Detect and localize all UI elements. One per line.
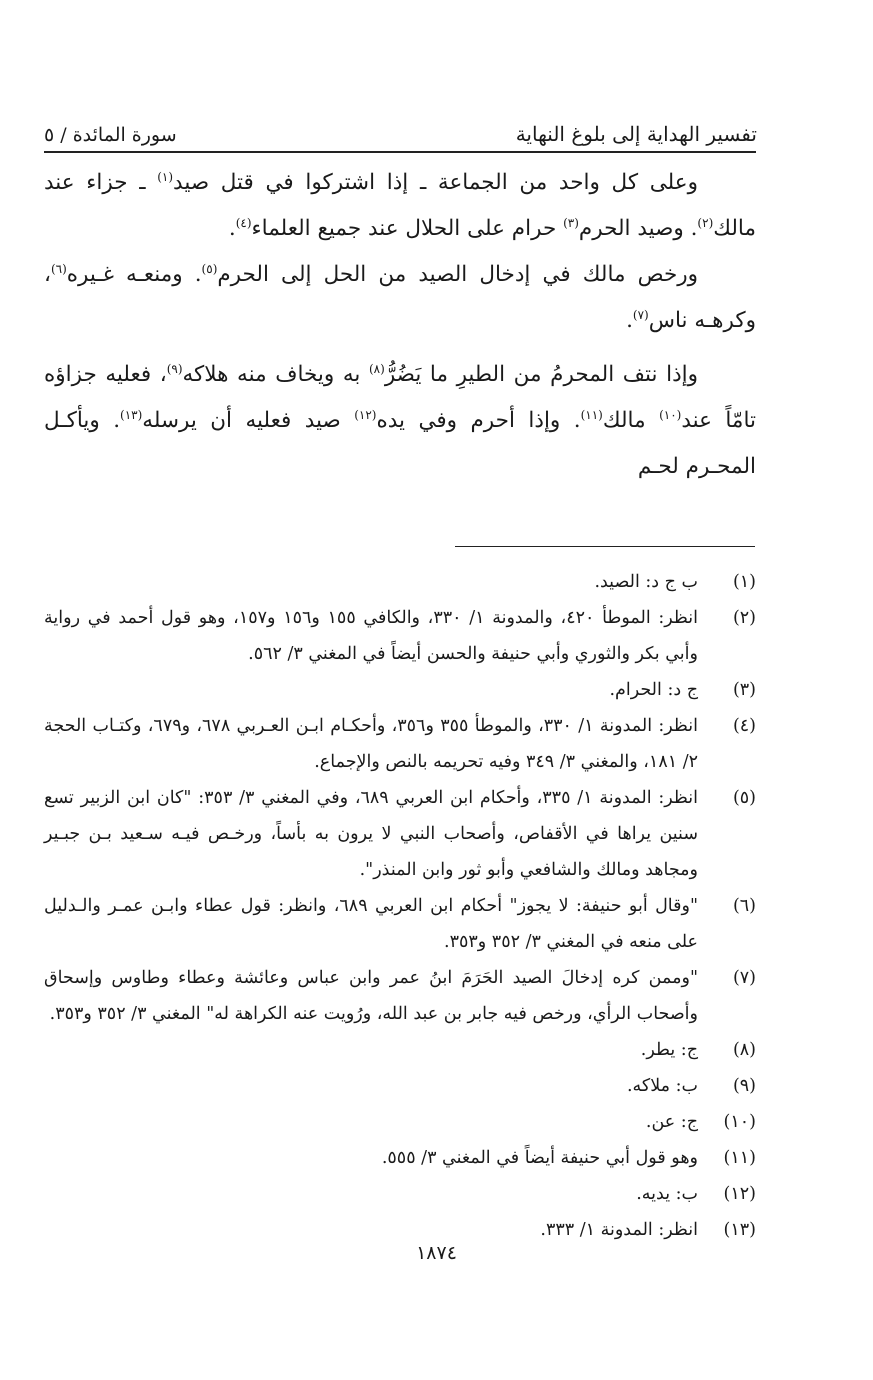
text-segment: ورخص مالك في إدخال الصيد من الحل إلى الحرم	[217, 262, 698, 287]
footnote-text: "وقال أبو حنيفة: لا يجوز" أحكام ابن العربي ٦٨٩، وانظر: قول عطاء وابـن عمـر والـدليل على منعه في المغني ٣/ ٣٥٢ و٣٥٣.	[44, 896, 698, 952]
paragraph-2	[44, 252, 756, 344]
footnote-ref: (٦)	[50, 261, 67, 276]
text-segment: .	[228, 216, 236, 241]
footnote-number: (١٣)	[723, 1220, 756, 1240]
footnote-item	[44, 708, 756, 780]
footnote-ref: (١)	[157, 169, 174, 184]
text-segment: .	[626, 308, 633, 333]
footnote-item	[44, 564, 756, 600]
footnote-item	[44, 780, 756, 888]
footnote-ref: (٩)	[166, 361, 183, 376]
footnote-text: "وممن كره إدخالَ الصيد الحَرَمَ ابنُ عمر وابن عباس وعائشة وعطاء وطاوس وإسحاق وأصحاب الرأي، ورخص فيه جابر بن عبد الله، ورُويت عنه الكراهة له" المغني ٣/ ٣٥٢ و٣٥٣.	[44, 968, 698, 1024]
footnote-number: (١١)	[723, 1148, 756, 1168]
footnote-item	[44, 888, 756, 960]
text-segment: .	[690, 216, 698, 241]
text-segment: ، وكرهـه ناس	[44, 262, 756, 333]
footnotes	[44, 564, 756, 1248]
footnote-item	[44, 672, 756, 708]
footnote-text: وهو قول أبي حنيفة أيضاً في المغني ٣/ ٥٥٥.	[381, 1148, 698, 1168]
footnote-ref: (٨)	[368, 361, 385, 376]
footnote-number: (١)	[732, 572, 756, 592]
footnote-number: (٣)	[732, 680, 756, 700]
footnote-number: (١٢)	[723, 1184, 756, 1204]
footnote-number: (٥)	[732, 788, 756, 808]
text-segment: صيد فعليه أن يرسله	[142, 408, 355, 433]
footnote-text: ج د: الحرام.	[609, 680, 698, 700]
footnote-ref: (٤)	[235, 215, 252, 230]
footnote-text: ب: يديه.	[636, 1184, 698, 1204]
footnote-item	[44, 1176, 756, 1212]
footnote-number: (٤)	[732, 716, 756, 736]
text-segment: وإذا نتف المحرمُ من الطيرِ ما يَضُرُّ	[384, 362, 698, 387]
book-title: تفسير الهداية إلى بلوغ النهاية	[515, 122, 757, 146]
running-header	[44, 106, 757, 146]
footnote-item	[44, 1032, 756, 1068]
footnote-ref: (٣)	[563, 215, 579, 230]
footnote-text: ج: عن.	[645, 1112, 698, 1132]
main-text	[44, 160, 756, 490]
text-segment: وصيد الحرم	[578, 216, 691, 241]
text-segment: وعلى كل واحد من الجماعة ـ إذا اشتركوا في قتل صيد	[173, 170, 699, 195]
footnote-number: (٩)	[732, 1076, 756, 1096]
footnote-ref: (٧)	[632, 307, 649, 322]
footnote-text: ج: يطر.	[640, 1040, 698, 1060]
footnote-text: انظر: المدونة ١/ ٣٣٥، وأحكام ابن العربي ٦٨٩، وفي المغني ٣/ ٣٥٣: "كان ابن الزبير تسع سنين يراها في الأقفاص، وأصحاب النبي لا يرون به بأساً، ورخـص فيـه سـعيد بـن جبـير ومجاهد ومالك والشافعي وأبو ثور وابن المنذر".	[44, 788, 698, 880]
footnote-separator	[455, 546, 755, 547]
text-segment: به ويخاف منه هلاكه	[182, 362, 369, 387]
text-segment: ـ جزاء عند مالك	[44, 170, 756, 241]
paragraph-1	[44, 160, 756, 252]
text-segment: مالك	[602, 408, 660, 433]
text-segment: . وإذا أحرم وفي يده	[376, 408, 581, 433]
footnote-number: (٧)	[732, 968, 756, 988]
footnote-item	[44, 1068, 756, 1104]
footnote-item	[44, 1140, 756, 1176]
footnote-text: ب: ملاكه.	[626, 1076, 698, 1096]
footnote-text: ب ج د: الصيد.	[594, 572, 698, 592]
footnote-ref: (٢)	[697, 215, 714, 230]
surah-label: سورة المائدة / ٥	[44, 124, 177, 146]
footnote-text: انظر: الموطأ ٤٢٠، والمدونة ١/ ٣٣٠، والكافي ١٥٥ و١٥٦ و١٥٧، وهو قول أحمد في رواية وأبي بكر والثوري وأبي حنيفة والحسن أيضاً في المغني ٣/ ٥٦٢.	[44, 608, 698, 664]
footnote-ref: (١٠)	[659, 407, 682, 422]
page-number: ١٨٧٤	[416, 1242, 457, 1264]
footnote-text: انظر: المدونة ١/ ٣٣٣.	[540, 1220, 698, 1240]
text-segment: حرام على الحلال عند جميع العلماء	[251, 216, 564, 241]
footnote-number: (١٠)	[723, 1112, 756, 1132]
footnote-ref: (٥)	[201, 261, 218, 276]
footnote-ref: (١٣)	[120, 407, 143, 422]
paragraph-3	[44, 352, 756, 490]
header-rule	[44, 151, 756, 153]
footnote-number: (٦)	[732, 896, 756, 916]
footnote-ref: (١٢)	[354, 407, 377, 422]
footnote-item	[44, 600, 756, 672]
footnote-ref: (١١)	[580, 407, 603, 422]
text-segment: . ويأكـل المحـرم لحـم	[44, 408, 756, 479]
footnote-text: انظر: المدونة ١/ ٣٣٠، والموطأ ٣٥٥ و٣٥٦، وأحكـام ابـن العـربي ٦٧٨، و٦٧٩، وكتـاب الحجة ٢/ ١٨١، والمغني ٣/ ٣٤٩ وفيه تحريمه بالنص والإجماع.	[44, 716, 699, 772]
footnote-item	[44, 960, 756, 1032]
footnote-number: (٨)	[732, 1040, 756, 1060]
footnote-number: (٢)	[732, 608, 756, 628]
text-segment: . ومنعـه غـيره	[66, 262, 202, 287]
text-segment: ، فعليه جزاؤه تامّاً عند	[44, 362, 756, 433]
footnote-item	[44, 1104, 756, 1140]
